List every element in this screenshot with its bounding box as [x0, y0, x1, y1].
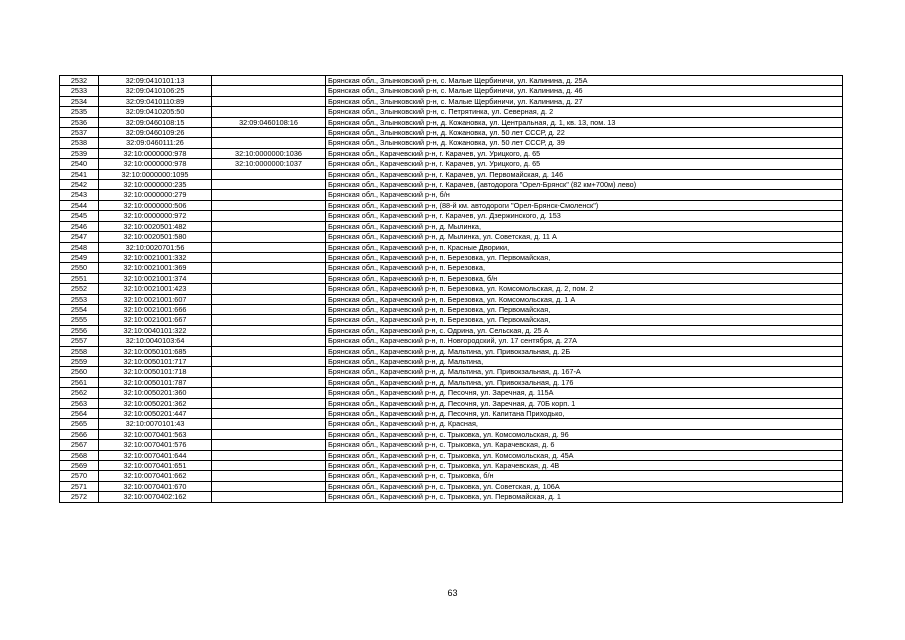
related-cadastral-number-cell [212, 409, 326, 419]
table-row [60, 138, 843, 148]
related-cadastral-number-cell: 32:10:0000000:1036 [212, 148, 326, 158]
related-cadastral-number-cell [212, 377, 326, 387]
table-row [60, 356, 843, 366]
row-number-cell: 2545 [60, 211, 99, 221]
address-cell: Брянская обл., Карачевский р-н, п. Березовка, ул. Комсомольская, д. 2, пом. 2 [326, 284, 843, 294]
cadastral-number-cell: 32:10:0020701:56 [99, 242, 212, 252]
row-number-cell: 2555 [60, 315, 99, 325]
related-cadastral-number-cell [212, 232, 326, 242]
row-number-cell: 2572 [60, 492, 99, 502]
cadastral-number-cell: 32:10:0000000:972 [99, 211, 212, 221]
row-number-cell: 2544 [60, 200, 99, 210]
address-cell: Брянская обл., Карачевский р-н, г. Карачев, ул. Урицкого, д. 65 [326, 159, 843, 169]
table-row [60, 367, 843, 377]
cadastral-number-cell: 32:10:0050101:685 [99, 346, 212, 356]
address-cell: Брянская обл., Карачевский р-н, п. Новгородский, ул. 17 сентября, д. 27А [326, 336, 843, 346]
table-row [60, 107, 843, 117]
address-cell: Брянская обл., Карачевский р-н, с. Трыковка, ул. Комсомольская, д. 96 [326, 429, 843, 439]
related-cadastral-number-cell [212, 440, 326, 450]
related-cadastral-number-cell [212, 315, 326, 325]
row-number-cell: 2552 [60, 284, 99, 294]
address-cell: Брянская обл., Карачевский р-н, г. Карачев, ул. Дзержинского, д. 153 [326, 211, 843, 221]
cadastral-number-cell: 32:10:0021001:374 [99, 273, 212, 283]
table-row [60, 273, 843, 283]
address-cell: Брянская обл., Злынковский р-н, с. Малые Щербиничи, ул. Калинина, д. 27 [326, 96, 843, 106]
table-row [60, 221, 843, 231]
cadastral-number-cell: 32:09:0460108:15 [99, 117, 212, 127]
row-number-cell: 2553 [60, 294, 99, 304]
table-row [60, 492, 843, 502]
table-row [60, 481, 843, 491]
cadastral-number-cell: 32:10:0021001:332 [99, 252, 212, 262]
related-cadastral-number-cell [212, 76, 326, 86]
address-cell: Брянская обл., Карачевский р-н, с. Трыковка, ул. Первомайская, д. 1 [326, 492, 843, 502]
cadastral-number-cell: 32:09:0410110:89 [99, 96, 212, 106]
related-cadastral-number-cell [212, 128, 326, 138]
cadastral-number-cell: 32:10:0021001:423 [99, 284, 212, 294]
cadastral-number-cell: 32:09:0460111:26 [99, 138, 212, 148]
cadastral-number-cell: 32:10:0000000:279 [99, 190, 212, 200]
related-cadastral-number-cell [212, 367, 326, 377]
related-cadastral-number-cell [212, 481, 326, 491]
row-number-cell: 2549 [60, 252, 99, 262]
related-cadastral-number-cell [212, 284, 326, 294]
table-row [60, 180, 843, 190]
row-number-cell: 2548 [60, 242, 99, 252]
row-number-cell: 2564 [60, 409, 99, 419]
row-number-cell: 2567 [60, 440, 99, 450]
row-number-cell: 2556 [60, 325, 99, 335]
table-row [60, 148, 843, 158]
row-number-cell: 2568 [60, 450, 99, 460]
table-row [60, 117, 843, 127]
address-cell: Брянская обл., Карачевский р-н, д. Мылинка, [326, 221, 843, 231]
row-number-cell: 2554 [60, 304, 99, 314]
cadastral-number-cell: 32:10:0070401:563 [99, 429, 212, 439]
row-number-cell: 2535 [60, 107, 99, 117]
related-cadastral-number-cell [212, 96, 326, 106]
table-row [60, 429, 843, 439]
table-row [60, 252, 843, 262]
table-row [60, 76, 843, 86]
address-cell: Брянская обл., Карачевский р-н, г. Карачев, ул. Урицкого, д. 65 [326, 148, 843, 158]
row-number-cell: 2541 [60, 169, 99, 179]
address-cell: Брянская обл., Карачевский р-н, п. Березовка, ул. Комсомольская, д. 1 А [326, 294, 843, 304]
table-row [60, 159, 843, 169]
related-cadastral-number-cell: 32:10:0000000:1037 [212, 159, 326, 169]
cadastral-number-cell: 32:10:0000000:1095 [99, 169, 212, 179]
address-cell: Брянская обл., Карачевский р-н, с. Трыковка, ул. Комсомольская, д. 45А [326, 450, 843, 460]
related-cadastral-number-cell [212, 211, 326, 221]
related-cadastral-number-cell [212, 419, 326, 429]
table-row [60, 200, 843, 210]
related-cadastral-number-cell [212, 200, 326, 210]
row-number-cell: 2540 [60, 159, 99, 169]
table-row [60, 461, 843, 471]
related-cadastral-number-cell [212, 190, 326, 200]
address-cell: Брянская обл., Карачевский р-н, п. Березовка, б/н [326, 273, 843, 283]
address-cell: Брянская обл., Карачевский р-н, с. Трыковка, ул. Карачевская, д. 4В [326, 461, 843, 471]
table-row [60, 263, 843, 273]
address-cell: Брянская обл., Карачевский р-н, с. Трыковка, ул. Карачевская, д. 6 [326, 440, 843, 450]
address-cell: Брянская обл., Карачевский р-н, п. Березовка, ул. Первомайская, [326, 252, 843, 262]
table-row [60, 169, 843, 179]
address-cell: Брянская обл., Карачевский р-н, д. Мылинка, ул. Советская, д. 11 А [326, 232, 843, 242]
cadastral-number-cell: 32:10:0000000:978 [99, 159, 212, 169]
cadastral-number-cell: 32:10:0000000:506 [99, 200, 212, 210]
related-cadastral-number-cell [212, 346, 326, 356]
related-cadastral-number-cell [212, 388, 326, 398]
table-row [60, 284, 843, 294]
row-number-cell: 2550 [60, 263, 99, 273]
cadastral-number-cell: 32:10:0070401:670 [99, 481, 212, 491]
address-cell: Брянская обл., Карачевский р-н, д. Песочня, ул. Капитана Приходько, [326, 409, 843, 419]
table-row [60, 325, 843, 335]
table-row [60, 440, 843, 450]
cadastral-number-cell: 32:10:0040101:322 [99, 325, 212, 335]
address-cell: Брянская обл., Карачевский р-н, д. Мальтина, ул. Привокзальная, д. 176 [326, 377, 843, 387]
row-number-cell: 2532 [60, 76, 99, 86]
page-number: 63 [447, 588, 458, 598]
related-cadastral-number-cell [212, 304, 326, 314]
cadastral-number-cell: 32:09:0460109:26 [99, 128, 212, 138]
row-number-cell: 2536 [60, 117, 99, 127]
related-cadastral-number-cell [212, 356, 326, 366]
related-cadastral-number-cell [212, 252, 326, 262]
row-number-cell: 2559 [60, 356, 99, 366]
row-number-cell: 2571 [60, 481, 99, 491]
cadastral-number-cell: 32:10:0021001:666 [99, 304, 212, 314]
cadastral-number-cell: 32:10:0021001:369 [99, 263, 212, 273]
cadastral-number-cell: 32:10:0050101:787 [99, 377, 212, 387]
address-cell: Брянская обл., Карачевский р-н, д. Мальтина, [326, 356, 843, 366]
address-cell: Брянская обл., Карачевский р-н, с. Трыковка, ул. Советская, д. 106А [326, 481, 843, 491]
cadastral-number-cell: 32:10:0070101:43 [99, 419, 212, 429]
cadastral-number-cell: 32:10:0000000:978 [99, 148, 212, 158]
address-cell: Брянская обл., Злынковский р-н, с. Петрятинка, ул. Северная, д. 2 [326, 107, 843, 117]
cadastral-number-cell: 32:10:0050201:362 [99, 398, 212, 408]
address-cell: Брянская обл., Карачевский р-н, п. Березовка, ул. Первомайская, [326, 304, 843, 314]
row-number-cell: 2565 [60, 419, 99, 429]
cadastral-number-cell: 32:10:0021001:667 [99, 315, 212, 325]
row-number-cell: 2542 [60, 180, 99, 190]
row-number-cell: 2569 [60, 461, 99, 471]
related-cadastral-number-cell [212, 336, 326, 346]
related-cadastral-number-cell [212, 273, 326, 283]
cadastral-number-cell: 32:10:0000000:235 [99, 180, 212, 190]
address-cell: Брянская обл., Карачевский р-н, п. Березовка, ул. Первомайская, [326, 315, 843, 325]
table-row [60, 377, 843, 387]
address-cell: Брянская обл., Карачевский р-н, д. Песочня, ул. Заречная, д. 70Б корп. 1 [326, 398, 843, 408]
row-number-cell: 2561 [60, 377, 99, 387]
property-register-table [59, 75, 843, 503]
row-number-cell: 2537 [60, 128, 99, 138]
row-number-cell: 2543 [60, 190, 99, 200]
related-cadastral-number-cell [212, 461, 326, 471]
address-cell: Брянская обл., Карачевский р-н, г. Карачев, (автодорога "Орел-Брянск" (82 км+700м) лево) [326, 180, 843, 190]
table-row [60, 419, 843, 429]
table-row [60, 242, 843, 252]
cadastral-number-cell: 32:10:0050101:717 [99, 356, 212, 366]
address-cell: Брянская обл., Злынковский р-н, д. Кожановка, ул. 50 лет СССР, д. 22 [326, 128, 843, 138]
cadastral-number-cell: 32:10:0050201:447 [99, 409, 212, 419]
related-cadastral-number-cell [212, 221, 326, 231]
table-row [60, 211, 843, 221]
row-number-cell: 2533 [60, 86, 99, 96]
related-cadastral-number-cell [212, 263, 326, 273]
address-cell: Брянская обл., Карачевский р-н, д. Мальтина, ул. Привокзальная, д. 167-А [326, 367, 843, 377]
row-number-cell: 2566 [60, 429, 99, 439]
address-cell: Брянская обл., Злынковский р-н, с. Малые Щербиничи, ул. Калинина, д. 46 [326, 86, 843, 96]
row-number-cell: 2570 [60, 471, 99, 481]
table-row [60, 96, 843, 106]
row-number-cell: 2558 [60, 346, 99, 356]
row-number-cell: 2538 [60, 138, 99, 148]
table-row [60, 315, 843, 325]
row-number-cell: 2551 [60, 273, 99, 283]
related-cadastral-number-cell [212, 107, 326, 117]
table-row [60, 471, 843, 481]
related-cadastral-number-cell [212, 180, 326, 190]
cadastral-number-cell: 32:10:0070401:576 [99, 440, 212, 450]
cadastral-number-cell: 32:10:0070401:644 [99, 450, 212, 460]
row-number-cell: 2557 [60, 336, 99, 346]
cadastral-number-cell: 32:10:0070401:651 [99, 461, 212, 471]
table-row [60, 86, 843, 96]
cadastral-number-cell: 32:10:0021001:607 [99, 294, 212, 304]
row-number-cell: 2563 [60, 398, 99, 408]
cadastral-number-cell: 32:10:0070402:162 [99, 492, 212, 502]
related-cadastral-number-cell [212, 138, 326, 148]
row-number-cell: 2546 [60, 221, 99, 231]
table-row [60, 398, 843, 408]
related-cadastral-number-cell [212, 242, 326, 252]
table-row [60, 190, 843, 200]
cadastral-number-cell: 32:09:0410101:13 [99, 76, 212, 86]
row-number-cell: 2560 [60, 367, 99, 377]
row-number-cell: 2539 [60, 148, 99, 158]
address-cell: Брянская обл., Карачевский р-н, п. Березовка, [326, 263, 843, 273]
related-cadastral-number-cell [212, 325, 326, 335]
address-cell: Брянская обл., Карачевский р-н, д. Мальтина, ул. Привокзальная, д. 2Б [326, 346, 843, 356]
table-row [60, 450, 843, 460]
table-body [60, 76, 843, 503]
address-cell: Брянская обл., Злынковский р-н, д. Кожановка, ул. 50 лет СССР, д. 39 [326, 138, 843, 148]
row-number-cell: 2534 [60, 96, 99, 106]
address-cell: Брянская обл., Карачевский р-н, б/н [326, 190, 843, 200]
related-cadastral-number-cell [212, 429, 326, 439]
cadastral-number-cell: 32:09:0410205:50 [99, 107, 212, 117]
table-row [60, 232, 843, 242]
related-cadastral-number-cell [212, 471, 326, 481]
address-cell: Брянская обл., Карачевский р-н, п. Красные Дворики, [326, 242, 843, 252]
address-cell: Брянская обл., Карачевский р-н, с. Трыковка, б/н [326, 471, 843, 481]
related-cadastral-number-cell: 32:09:0460108:16 [212, 117, 326, 127]
cadastral-number-cell: 32:10:0070401:662 [99, 471, 212, 481]
cadastral-number-cell: 32:10:0050101:718 [99, 367, 212, 377]
address-cell: Брянская обл., Злынковский р-н, д. Кожановка, ул. Центральная, д. 1, кв. 13, пом. 13 [326, 117, 843, 127]
related-cadastral-number-cell [212, 450, 326, 460]
address-cell: Брянская обл., Карачевский р-н, д. Песочня, ул. Заречная, д. 115А [326, 388, 843, 398]
table-row [60, 336, 843, 346]
table-row [60, 388, 843, 398]
cadastral-number-cell: 32:10:0040103:64 [99, 336, 212, 346]
related-cadastral-number-cell [212, 294, 326, 304]
table-row [60, 409, 843, 419]
table-row [60, 346, 843, 356]
table-row [60, 128, 843, 138]
table-row [60, 294, 843, 304]
related-cadastral-number-cell [212, 86, 326, 96]
cadastral-number-cell: 32:10:0050201:360 [99, 388, 212, 398]
row-number-cell: 2547 [60, 232, 99, 242]
table-row [60, 304, 843, 314]
address-cell: Брянская обл., Злынковский р-н, с. Малые Щербиничи, ул. Калинина, д. 25А [326, 76, 843, 86]
related-cadastral-number-cell [212, 492, 326, 502]
address-cell: Брянская обл., Карачевский р-н, г. Карачев, ул. Первомайская, д. 146 [326, 169, 843, 179]
row-number-cell: 2562 [60, 388, 99, 398]
cadastral-number-cell: 32:10:0020501:580 [99, 232, 212, 242]
address-cell: Брянская обл., Карачевский р-н, с. Одрина, ул. Сельская, д. 25 А [326, 325, 843, 335]
cadastral-number-cell: 32:09:0410106:25 [99, 86, 212, 96]
related-cadastral-number-cell [212, 398, 326, 408]
address-cell: Брянская обл., Карачевский р-н, д. Красная, [326, 419, 843, 429]
address-cell: Брянская обл., Карачевский р-н, (88-й км. автодороги "Орел-Брянск-Смоленск") [326, 200, 843, 210]
cadastral-number-cell: 32:10:0020501:482 [99, 221, 212, 231]
related-cadastral-number-cell [212, 169, 326, 179]
